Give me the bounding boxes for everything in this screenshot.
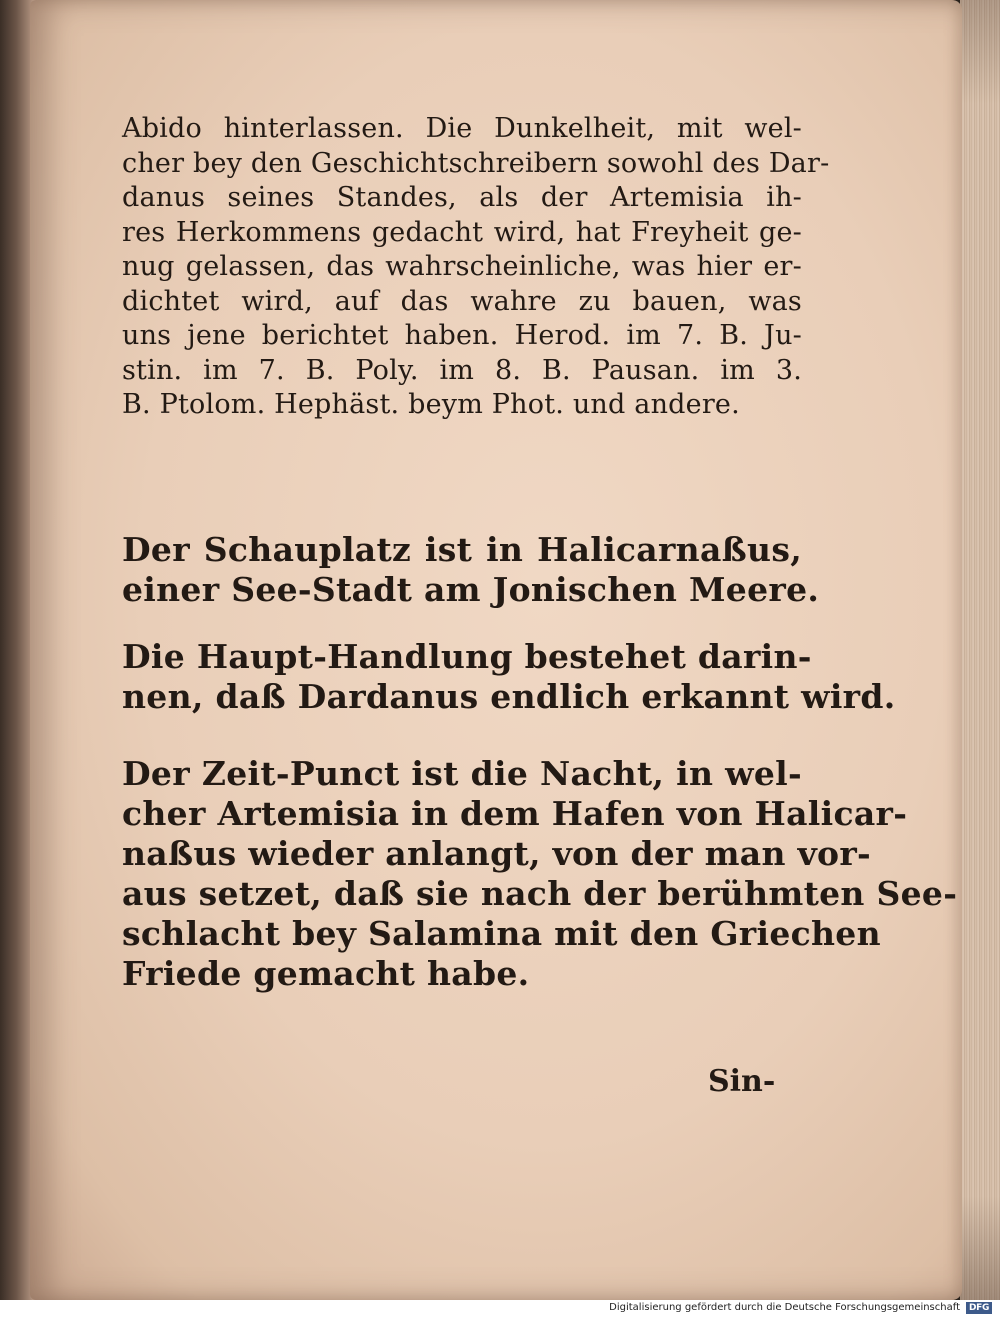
dfg-logo-icon: DFG <box>966 1302 992 1314</box>
text-line: cher bey den Geschichtschreibern sowohl des Dar- <box>122 147 830 179</box>
text-line: schlacht bey Salamina mit den Griechen <box>122 914 881 953</box>
text-line: stin. im 7. B. Poly. im 8. B. Pausan. im 3. <box>122 354 802 386</box>
text-line: nug gelassen, das wahrscheinliche, was hier er- <box>122 251 802 282</box>
catchword: Sin- <box>708 1064 776 1099</box>
text-line: aus setzet, daß sie nach der berühmten See- <box>122 874 958 913</box>
text-line: dichtet wird, auf das wahre zu bauen, was <box>122 285 802 317</box>
text-line: Abido hinterlassen. Die Dunkelheit, mit wel- <box>122 113 802 144</box>
text-line: Die Haupt-Handlung bestehet darin- <box>122 637 812 676</box>
text-line: res Herkommens gedacht wird, hat Freyheit ge- <box>122 216 802 248</box>
text-line: einer See-Stadt am Jonischen Meere. <box>122 570 820 609</box>
paragraph-time <box>122 754 958 994</box>
text-line: B. Ptolom. Hephäst. beym Phot. und andere. <box>122 389 740 420</box>
text-line: nen, daß Dardanus endlich erkannt wird. <box>122 677 896 716</box>
paragraph-sources <box>122 112 830 423</box>
text-line: cher Artemisia in dem Hafen von Halicar- <box>122 794 908 833</box>
text-line: danus seines Standes, als der Artemisia ih- <box>122 182 802 213</box>
paragraph-setting <box>122 530 820 610</box>
text-line: Der Zeit-Punct ist die Nacht, in wel- <box>122 754 802 793</box>
text-line: Der Schauplatz ist in Halicarnaßus, <box>122 530 802 569</box>
footer-credit: Digitalisierung gefördert durch die Deutsche Forschungsgemeinschaft <box>609 1302 960 1313</box>
text-line: uns jene berichtet haben. Herod. im 7. B. Ju- <box>122 320 802 351</box>
text-line: naßus wieder anlangt, von der man vor- <box>122 834 872 873</box>
text-line: Friede gemacht habe. <box>122 954 530 993</box>
page-edges-shadow <box>960 0 1000 1300</box>
paragraph-main-action <box>122 637 896 717</box>
